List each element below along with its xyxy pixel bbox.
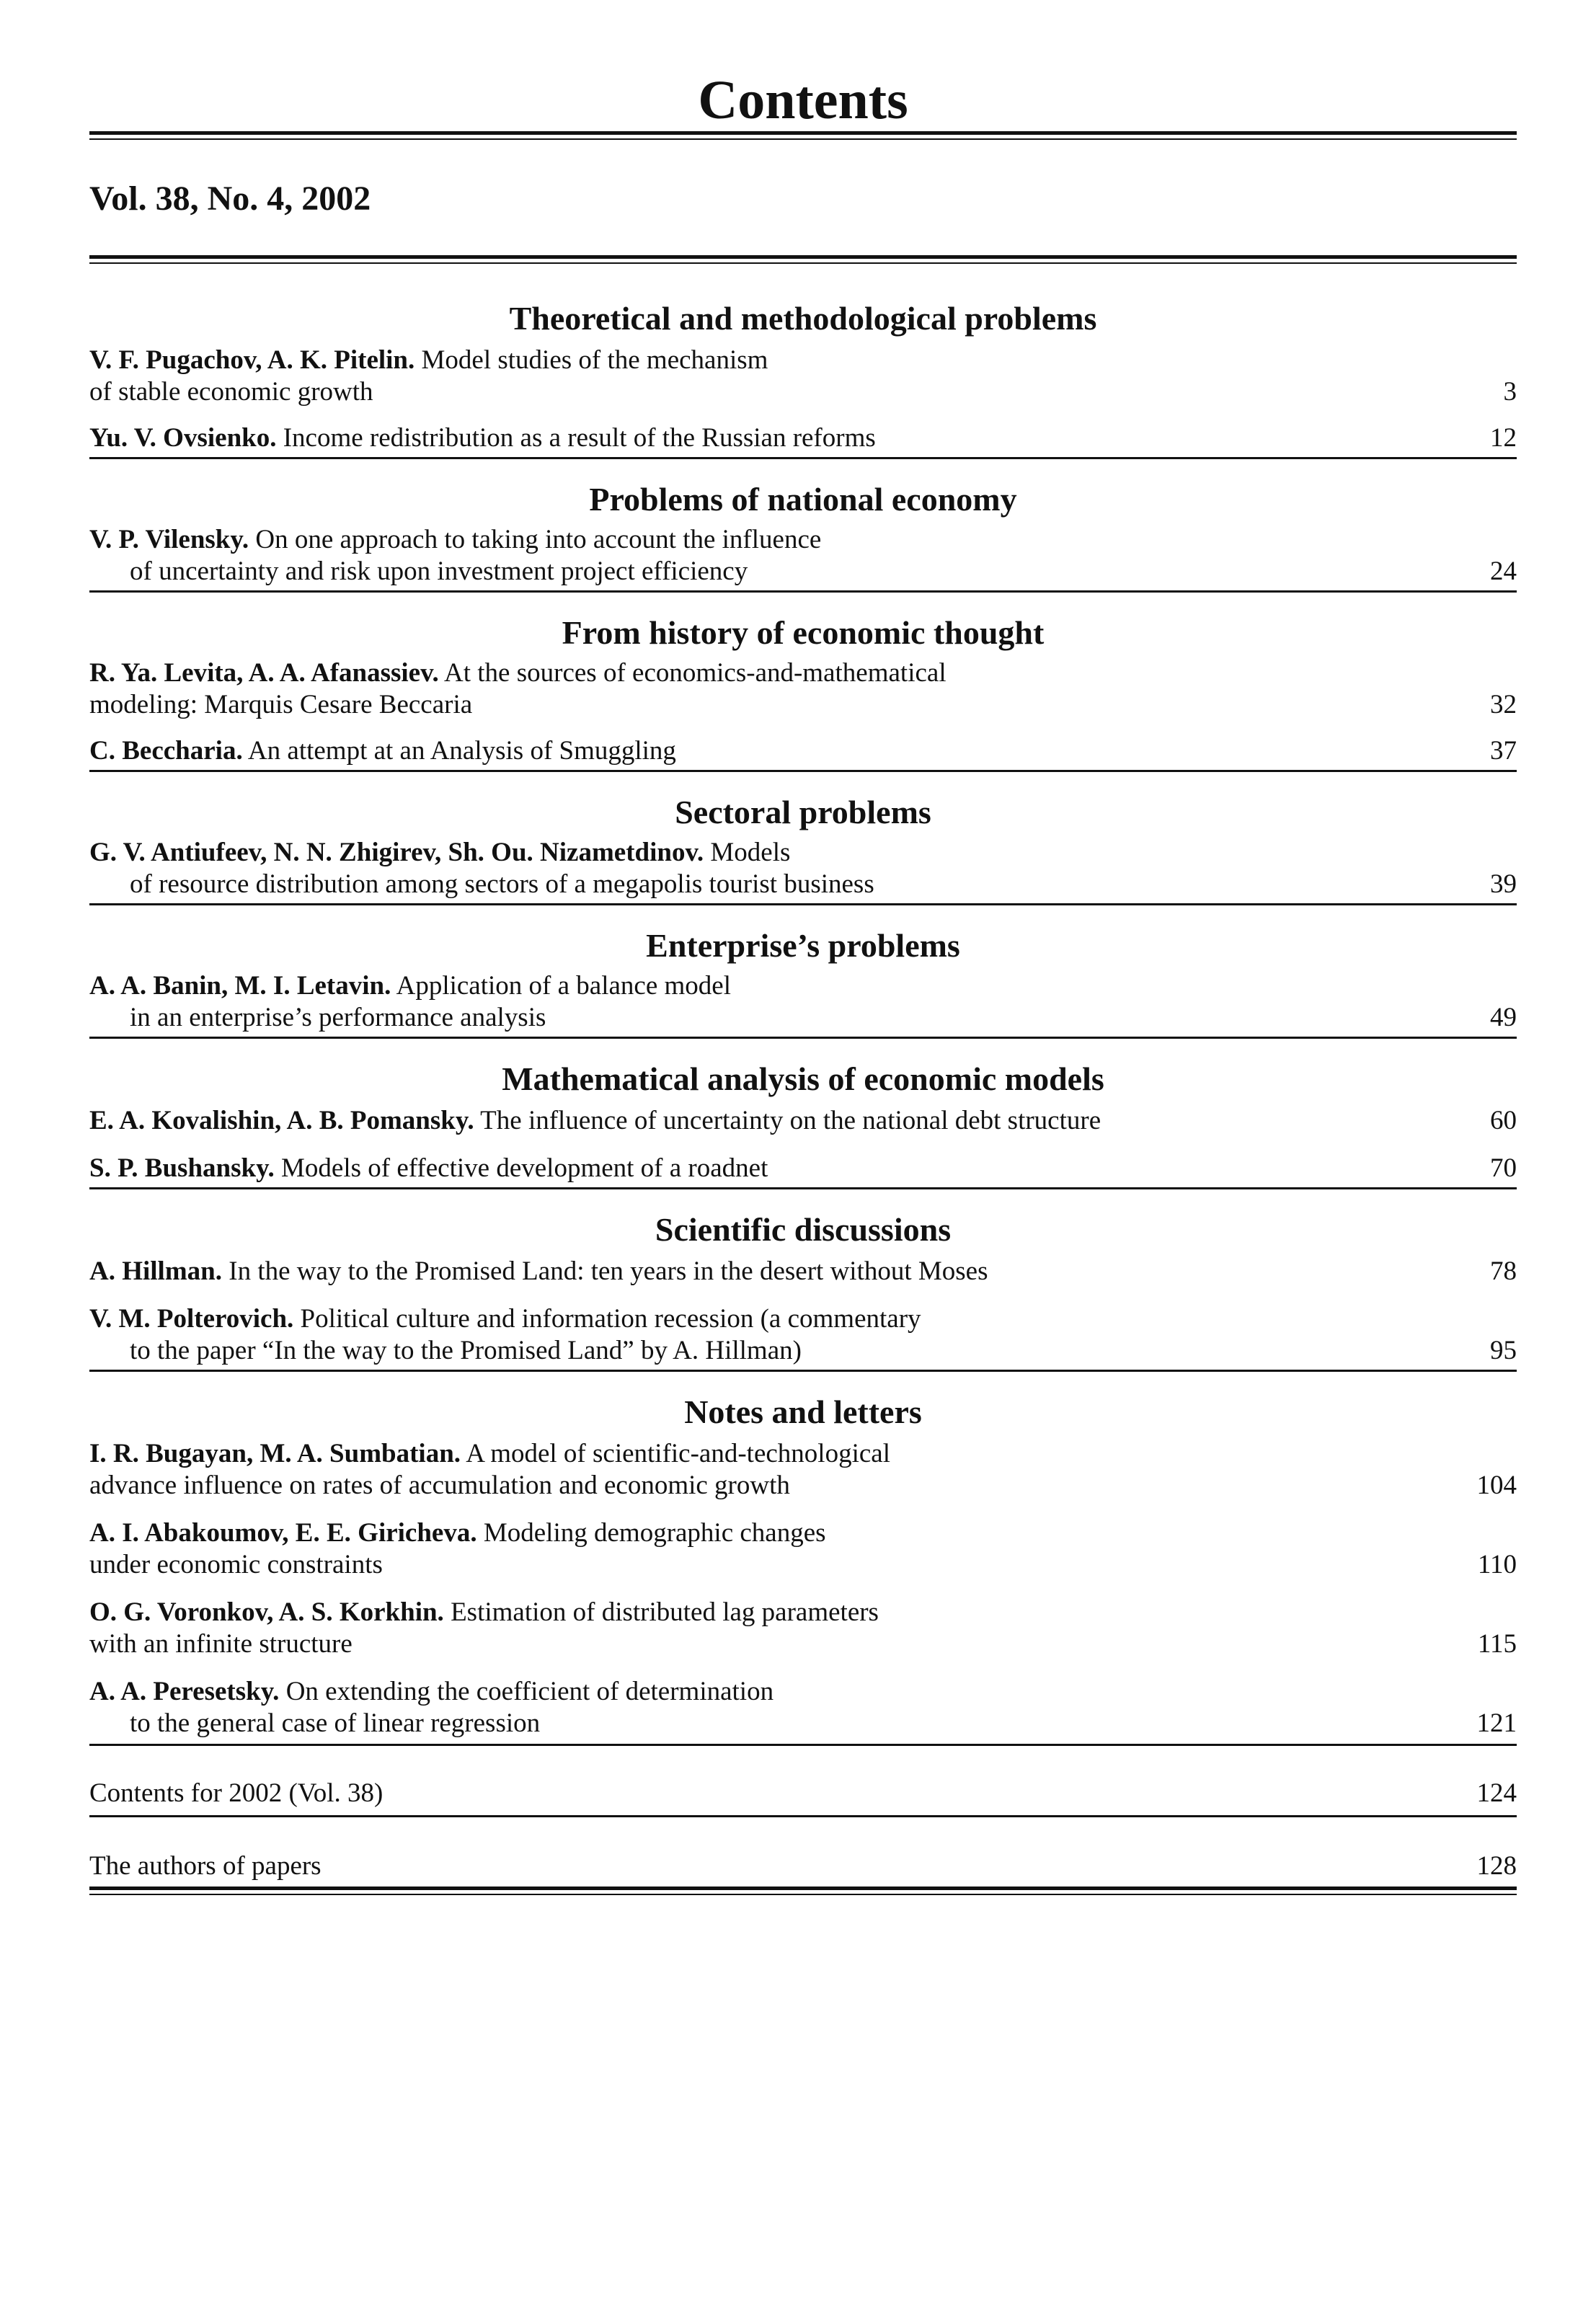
entry-authors: A. Hillman.	[89, 1256, 222, 1286]
entry-title: An attempt at an Analysis of Smuggling	[247, 736, 676, 766]
section-heading: Scientific discussions	[655, 1211, 952, 1248]
entry-title: Income redistribution as a result of the Russian reforms	[283, 423, 876, 453]
entry-title: A model of scientific-and-technological	[466, 1439, 890, 1468]
entry-title-cont: to the general case of linear regression	[130, 1708, 541, 1738]
entry-label: Contents for 2002 (Vol. 38)	[89, 1778, 384, 1808]
toc-entry-annual-contents[interactable]	[89, 1778, 1517, 1809]
toc-entry[interactable]	[89, 657, 1517, 721]
entry-page-number: 49	[1490, 1003, 1517, 1032]
entry-title: On extending the coefficient of determination	[285, 1677, 774, 1706]
toc-entry[interactable]	[89, 1153, 1517, 1184]
toc-entry[interactable]	[89, 1303, 1517, 1367]
entry-authors: V. M. Polterovich.	[89, 1304, 294, 1334]
toc-entry[interactable]	[89, 524, 1517, 588]
section-heading: Mathematical analysis of economic models	[502, 1060, 1104, 1097]
entry-page-number: 104	[1476, 1471, 1517, 1500]
toc-entry[interactable]	[89, 1676, 1517, 1739]
section-heading: Theoretical and methodological problems	[509, 300, 1097, 337]
entry-page-number: 37	[1490, 736, 1517, 766]
entry-page-number: 110	[1477, 1550, 1517, 1579]
toc-entry[interactable]	[89, 1438, 1517, 1502]
entry-authors: V. F. Pugachov, A. K. Pitelin.	[89, 345, 415, 375]
entry-label: The authors of papers	[89, 1851, 322, 1881]
entry-page-number: 12	[1490, 423, 1517, 453]
toc-entry[interactable]	[89, 1517, 1517, 1581]
entry-page-number: 78	[1490, 1256, 1517, 1286]
entry-page-number: 32	[1490, 690, 1517, 719]
entry-title-cont: to the paper “In the way to the Promised Land” by A. Hillman)	[130, 1336, 802, 1365]
closing-rule	[89, 1887, 1517, 1895]
entry-authors: A. A. Banin, M. I. Letavin.	[89, 971, 391, 1001]
toc-entry[interactable]	[89, 422, 1517, 454]
entry-page-number: 95	[1490, 1336, 1517, 1365]
entry-authors: I. R. Bugayan, M. A. Sumbatian.	[89, 1439, 461, 1468]
toc-entry[interactable]	[89, 837, 1517, 900]
entry-page-number: 60	[1490, 1106, 1517, 1135]
section-heading: From history of economic thought	[562, 614, 1045, 651]
entry-authors: A. I. Abakoumov, E. E. Giricheva.	[89, 1518, 477, 1548]
section-heading: Notes and letters	[684, 1393, 922, 1430]
toc-entry[interactable]	[89, 1597, 1517, 1660]
toc-entry[interactable]	[89, 345, 1517, 408]
entry-title-cont: advance influence on rates of accumulation and economic growth	[89, 1471, 790, 1500]
entry-title: Modeling demographic changes	[483, 1518, 826, 1548]
contents-page	[89, 0, 1517, 1895]
page-title: Contents	[698, 70, 908, 130]
entry-title: Political culture and information recession (a commentary	[300, 1304, 921, 1334]
entry-title-cont: modeling: Marquis Cesare Beccaria	[89, 690, 473, 719]
section-rule	[89, 1815, 1517, 1817]
section-rule	[89, 1744, 1517, 1746]
section-heading: Sectoral problems	[675, 794, 931, 830]
entry-page-number: 24	[1490, 557, 1517, 586]
entry-authors: E. A. Kovalishin, A. B. Pomansky.	[89, 1106, 474, 1135]
entry-title: At the sources of economics-and-mathematical	[444, 658, 946, 688]
entry-page-number: 70	[1490, 1153, 1517, 1183]
title-rule	[89, 131, 1517, 140]
entry-title-cont: in an enterprise’s performance analysis	[130, 1003, 546, 1032]
entry-authors: A. A. Peresetsky.	[89, 1677, 280, 1706]
entry-page-number: 3	[1503, 377, 1517, 407]
section-heading: Enterprise’s problems	[646, 927, 960, 964]
volume-info: Vol. 38, No. 4, 2002	[89, 179, 371, 218]
entry-page-number: 121	[1476, 1708, 1517, 1738]
entry-page-number: 39	[1490, 869, 1517, 899]
volume-rule	[89, 255, 1517, 264]
entry-title: On one approach to taking into account the influence	[255, 525, 822, 554]
section-heading: Problems of national economy	[589, 481, 1017, 518]
entry-title: Application of a balance model	[396, 971, 731, 1001]
entry-title: The influence of uncertainty on the national debt structure	[480, 1106, 1101, 1135]
entry-title: Models	[710, 838, 791, 867]
entry-title-cont: under economic constraints	[89, 1550, 383, 1579]
entry-page-number: 115	[1477, 1629, 1517, 1659]
entry-authors: C. Beccharia.	[89, 736, 243, 766]
entry-authors: O. G. Voronkov, A. S. Korkhin.	[89, 1597, 444, 1627]
toc-entry-authors-index[interactable]	[89, 1850, 1517, 1882]
entry-authors: Yu. V. Ovsienko.	[89, 423, 277, 453]
entry-authors: G. V. Antiufeev, N. N. Zhigirev, Sh. Ou. Nizametdinov.	[89, 838, 704, 867]
entry-title: Model studies of the mechanism	[421, 345, 768, 375]
entry-title-cont: of uncertainty and risk upon investment project efficiency	[130, 557, 748, 586]
entry-title: Estimation of distributed lag parameters	[451, 1597, 879, 1627]
entry-title: Models of effective development of a roadnet	[281, 1153, 768, 1183]
entry-page-number: 124	[1476, 1778, 1517, 1808]
entry-page-number: 128	[1476, 1851, 1517, 1881]
toc-entry[interactable]	[89, 1105, 1517, 1137]
entry-authors: R. Ya. Levita, A. A. Afanassiev.	[89, 658, 439, 688]
entry-title-cont: of resource distribution among sectors of a megapolis tourist business	[130, 869, 874, 899]
toc-entry[interactable]	[89, 735, 1517, 767]
entry-title: In the way to the Promised Land: ten years in the desert without Moses	[229, 1256, 988, 1286]
toc-entry[interactable]	[89, 970, 1517, 1034]
entry-title-cont: of stable economic growth	[89, 377, 373, 407]
entry-authors: S. P. Bushansky.	[89, 1153, 275, 1183]
toc-entry[interactable]	[89, 1256, 1517, 1287]
entry-title-cont: with an infinite structure	[89, 1629, 353, 1659]
entry-authors: V. P. Vilensky.	[89, 525, 249, 554]
